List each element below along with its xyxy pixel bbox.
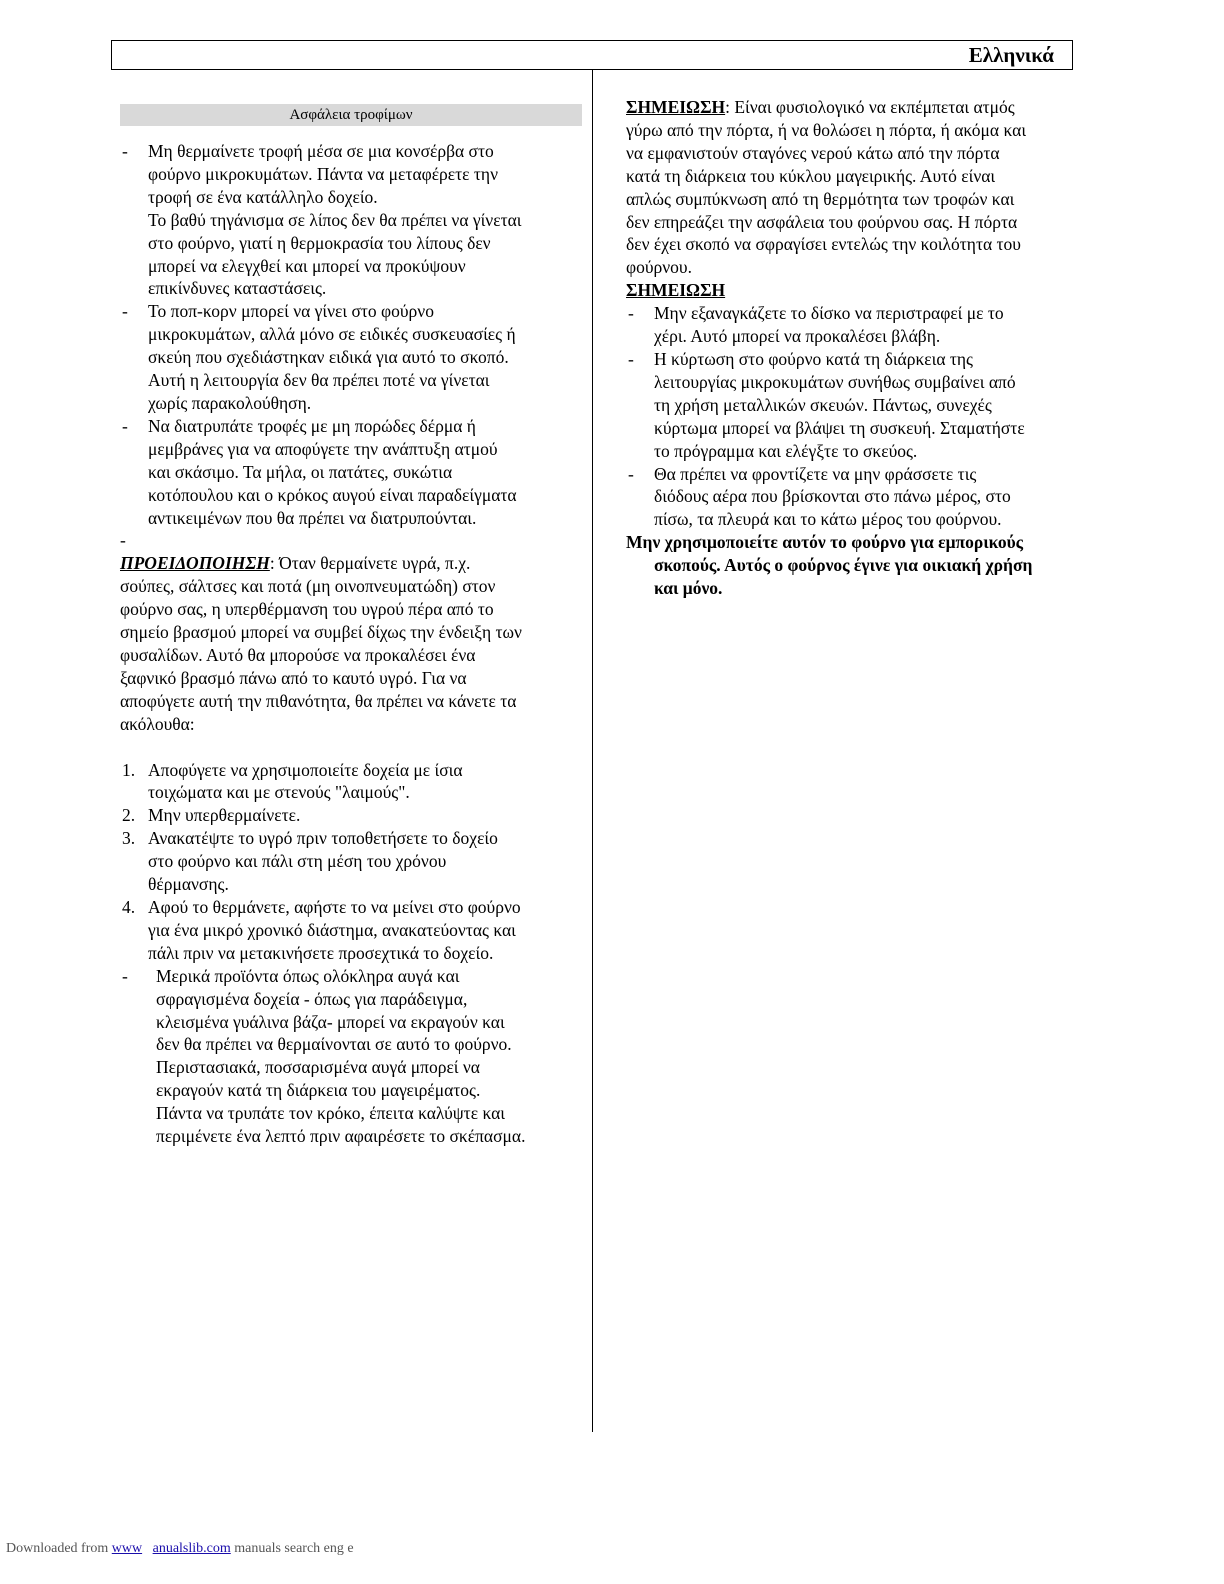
text-line: σημείο βρασμού μπορεί να συμβεί δίχως την ένδειξη των [120,622,522,643]
list-item [120,140,582,300]
note2-label: ΣΗΜΕΙΩΣΗ [626,280,726,301]
text-line: Πάντα να τρυπάτε τον κρόκο, έπειτα καλύψτε και [156,1103,505,1124]
text-line: φούρνο σας, η υπερθέρμανση του υγρού πέρα από το [120,599,494,620]
text-line: σούπες, σάλτσες και ποτά (μη οινοπνευματώδη) στον [120,576,496,597]
list-marker: 3. [122,828,136,849]
text-line: Περιστασιακά, ποσσαρισμένα αυγά μπορεί να [156,1057,480,1078]
text-line: ακόλουθα: [120,713,195,734]
right-column [626,96,1066,600]
text-line: περιμένετε ένα λεπτό πριν αφαιρέσετε το σκέπασμα. [156,1126,526,1147]
list-item [120,759,582,805]
list-item [120,300,582,415]
spacer [120,736,582,759]
right-items [626,302,1066,531]
list-marker: 1. [122,759,136,780]
numbered-list [120,759,582,965]
list-marker: - [122,301,128,322]
language-label: Ελληνικά [968,43,1054,67]
list-marker: - [628,348,634,369]
text-line: σκεύη που σχεδιάστηκαν ειδικά για αυτό το σκοπό. [148,347,509,368]
text-line: Αφού το θερμάνετε, αφήστε το να μείνει στο φούρνο [148,897,521,917]
text-line: να εμφανιστούν σταγόνες νερού κάτω από την πόρτα [626,142,1000,163]
text-line: σφραγισμένα δοχεία - όπως για παράδειγμα, [156,988,468,1009]
text-line: για ένα μικρό χρονικό διάστημα, ανακατεύοντας και [148,919,516,940]
text-line: κατά τη διάρκεια του κύκλου μαγειρικής. Αυτό είναι [626,165,996,186]
left-column [120,104,582,1148]
note-paragraph [626,96,1066,279]
warning-first-line: Όταν θερμαίνετε υγρά, π.χ. [274,553,471,574]
text-line: λειτουργίας μικροκυμάτων συνήθως συμβαίνει από [654,371,1016,392]
text-line: πίσω, τα πλευρά και το κάτω μέρος του φούρνου. [654,509,1002,530]
list-marker: - [122,415,128,436]
text-line: Μη θερμαίνετε τροφή μέσα σε μια κονσέρβα στο [148,141,494,161]
list-item [120,415,582,530]
list-marker: 2. [122,805,136,826]
text-line: μπορεί να ελεγχθεί και μπορεί να προκύψουν [148,255,466,276]
text-line: Μην υπερθερμαίνετε. [148,805,301,826]
text-line: πάλι πριν να μετακινήσετε προσεχτικά το δοχείο. [148,942,494,963]
text-line: επικίνδυνες καταστάσεις. [148,278,327,299]
text-line: δεν θα πρέπει να θερμαίνονται σε αυτό το φούρνο. [156,1034,512,1055]
text-line: δεν επηρεάζει την ασφάλεια του φούρνου σας. Η πόρτα [626,211,1018,232]
final-line: και μόνο. [654,578,723,599]
footer-suffix: manuals search eng e [230,1541,354,1556]
warning-paragraph [120,552,582,735]
text-line: γύρω από την πόρτα, ή να θολώσει η πόρτα, ή ακόμα και [626,119,1027,140]
list-item [120,896,582,965]
note-lines [626,119,1066,279]
footer-link-manualslib[interactable]: anualslib.com [152,1541,231,1556]
last-item [120,965,582,1148]
note-label: ΣΗΜΕΙΩΣΗ [626,97,726,117]
list-marker: - [122,141,128,161]
text-line: αντικειμένων που θα πρέπει να διατρυπούνται. [148,507,477,528]
warning-label: ΠΡΟΕΙΔΟΠΟΙΗΣΗ [120,553,270,574]
list-item [626,463,1066,532]
text-line: τη χρήση μεταλλικών σκευών. Πάντως, συνεχές [654,394,992,415]
text-line: τοιχώματα και με στενούς "λαιμούς". [148,782,410,803]
text-line: στο φούρνο και πάλι στη μέση του χρόνου [148,851,447,872]
list-item [120,804,582,827]
list-item [120,965,582,1148]
text-line: μεμβράνες για να αποφύγετε την ανάπτυξη ατμού [148,438,498,459]
warning-lines [120,575,582,735]
text-line: Θα πρέπει να φροντίζετε να μην φράσσετε τις [654,463,977,484]
page-header [111,40,1073,70]
text-line: χέρι. Αυτό μπορεί να προκαλέσει βλάβη. [654,326,941,347]
text-line: Να διατρυπάτε τροφές με μη πορώδες δέρμα ή [148,415,476,436]
text-line: Μερικά προϊόντα όπως ολόκληρα αυγά και [156,965,460,986]
text-line: Ανακατέψτε το υγρό πριν τοποθετήσετε το δοχείο [148,828,498,849]
text-line: στο φούρνο, γιατί η θερμοκρασία του λίπους δεν [148,232,491,253]
final-warning [626,531,1066,600]
text-line: Μην εξαναγκάζετε το δίσκο να περιστραφεί με το [654,303,1004,324]
list-marker: - [628,303,634,324]
text-line: εκραγούν κατά τη διάρκεια του μαγειρέματος. [156,1080,481,1101]
final-line: σκοπούς. Αυτός ο φούρνος έγινε για οικιακή χρήση [654,555,1033,576]
list-marker: - [628,463,634,484]
text-line: τροφή σε ένα κατάλληλο δοχείο. [148,186,378,207]
text-line: και σκάσιμο. Τα μήλα, οι πατάτες, συκώτια [148,461,453,482]
text-line: θέρμανσης. [148,874,229,895]
text-line: μικροκυμάτων, αλλά μόνο σε ειδικές συσκευασίες ή [148,324,516,345]
text-line: το πρόγραμμα και ελέγξτε το σκεύος. [654,440,918,461]
text-line: κοτόπουλου και ο κρόκος αυγού είναι παραδείγματα [148,484,517,505]
text-line: Το βαθύ τηγάνισμα σε λίπος δεν θα πρέπει να γίνεται [148,209,522,230]
list-marker: - [122,965,128,986]
dash-marker: - [120,530,126,551]
text-line: απλώς συμπύκνωση από τη θερμότητα των τροφών και [626,188,1015,209]
section-heading-food-safety: Ασφάλεια τροφίμων [120,104,582,126]
text-line: Αυτή η λειτουργία δεν θα πρέπει ποτέ να γίνεται [148,370,490,391]
list-item [120,827,582,896]
text-line: Το ποπ-κορν μπορεί να γίνει στο φούρνο [148,301,434,322]
text-line: φυσαλίδων. Αυτό θα μπορούσε να προκαλέσει ένα [120,644,476,665]
text-line: Η κύρτωση στο φούρνο κατά τη διάρκεια της [654,348,973,369]
list-item [626,302,1066,348]
note-first-line: : Είναι φυσιολογικό να εκπέμπεται ατμός [725,97,1015,117]
footer-prefix: Downloaded from [6,1541,112,1556]
text-line: Αποφύγετε να χρησιμοποιείτε δοχεία με ίσια [148,759,463,780]
text-line: ξαφνικό βρασμό πάνω από το καυτό υγρό. Για να [120,667,467,688]
download-footer [6,1541,354,1557]
footer-link-www[interactable]: www [111,1541,143,1556]
text-line: φούρνου. [626,257,692,278]
list-marker: 4. [122,897,136,917]
text-line: διόδους αέρα που βρίσκονται στο πάνω μέρος, στο [654,486,1011,507]
left-items [120,140,582,529]
text-line: αποφύγετε αυτή την πιθανότητα, θα πρέπει να κάνετε τα [120,690,517,711]
text-line: χωρίς παρακολούθηση. [148,392,312,413]
list-item [626,348,1066,463]
final-line: Μην χρησιμοποιείτε αυτόν το φούρνο για εμπορικούς [626,532,1024,553]
warning-colon: : [269,553,275,574]
text-line: κλεισμένα γυάλινα βάζα- μπορεί να εκραγούν και [156,1011,505,1032]
text-line: κύρτωμα μπορεί να βλάψει τη συσκευή. Σταματήστε [654,417,1025,438]
text-line: δεν έχει σκοπό να σφραγίσει εντελώς την κοιλότητα του [626,234,1021,255]
text-line: φούρνο μικροκυμάτων. Πάντα να μεταφέρετε την [148,163,498,184]
column-divider [592,70,593,1432]
